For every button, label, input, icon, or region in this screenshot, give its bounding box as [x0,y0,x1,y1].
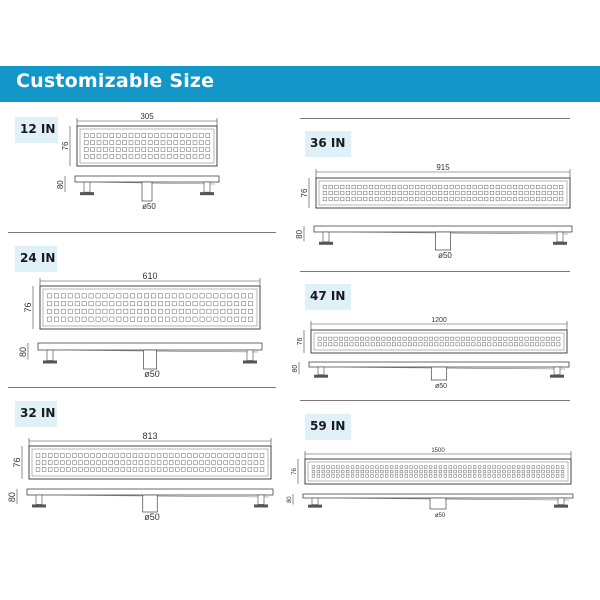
leveling-foot [47,350,53,361]
outlet-label: ø50 [434,383,448,390]
leveling-foot [318,367,324,375]
outlet-pipe [143,350,156,369]
drain-body-profile [303,494,573,498]
length-label: 1200 [431,317,447,324]
grate-outline [77,126,217,166]
grate-outline [40,286,260,329]
width-label: 76 [12,457,22,468]
size-label-12: 12 IN [20,122,56,136]
width-label: 76 [23,302,33,313]
height-label: 80 [18,346,28,358]
height-label: 80 [56,180,65,190]
page-title: Customizable Size [16,70,215,92]
length-label: 610 [142,271,158,281]
outlet-label: ø50 [438,251,452,260]
drain-body-profile [314,226,572,232]
outlet-pipe [143,495,158,512]
height-label: 80 [287,496,293,504]
leveling-foot [258,495,264,504]
outlet-label: ø50 [144,369,160,379]
leveling-foot [312,498,318,505]
width-label: 76 [300,188,309,198]
size-label-47: 47 IN [310,289,346,303]
width-label: 76 [292,468,298,475]
drain-drawing-12-in [56,112,219,211]
leveling-foot [247,350,253,361]
outlet-pipe [431,367,446,380]
leveling-foot [558,498,564,505]
width-label: 76 [297,337,304,346]
size-label-24: 24 IN [20,251,56,265]
drain-body-profile [27,489,273,495]
foot-base [43,361,57,364]
grate-outline [305,459,571,484]
length-label: 915 [436,163,450,172]
drain-drawing-47-in [292,317,569,390]
foot-base [80,192,94,195]
height-label: 80 [292,364,299,373]
outlet-label: ø50 [144,512,160,522]
grate-outline [316,178,570,208]
outlet-label: ø50 [142,202,156,211]
foot-base [553,242,567,245]
leveling-foot [36,495,42,504]
drain-drawing-59-in [287,448,573,519]
size-label-59: 59 IN [310,419,346,433]
leveling-foot [84,182,90,192]
length-label: 813 [142,431,158,441]
foot-base [554,505,568,508]
size-label-32: 32 IN [20,406,56,420]
leveling-foot [554,367,560,375]
foot-base [550,375,564,378]
foot-base [319,242,333,245]
foot-base [243,361,257,364]
height-label: 80 [295,229,304,239]
drain-body-profile [75,176,219,182]
width-label: 76 [61,141,70,151]
foot-base [308,505,322,508]
leveling-foot [557,232,563,242]
leveling-foot [323,232,329,242]
height-label: 80 [7,492,17,503]
outlet-label: ø50 [434,513,446,519]
outlet-pipe [142,182,152,201]
foot-base [32,504,46,507]
drain-drawing-32-in [7,431,273,522]
leveling-foot [204,182,210,192]
drain-drawing-36-in [295,163,572,260]
foot-base [254,504,268,507]
foot-base [200,192,214,195]
size-label-36: 36 IN [310,136,346,150]
grate-outline [29,446,271,479]
drain-body-profile [309,362,569,367]
foot-base [314,375,328,378]
drain-drawing-24-in [18,271,262,379]
drain-body-profile [38,343,262,350]
length-label: 305 [140,112,154,121]
outlet-pipe [435,232,450,250]
length-label: 1500 [431,448,445,454]
grate-outline [311,330,567,353]
outlet-pipe [430,498,446,509]
